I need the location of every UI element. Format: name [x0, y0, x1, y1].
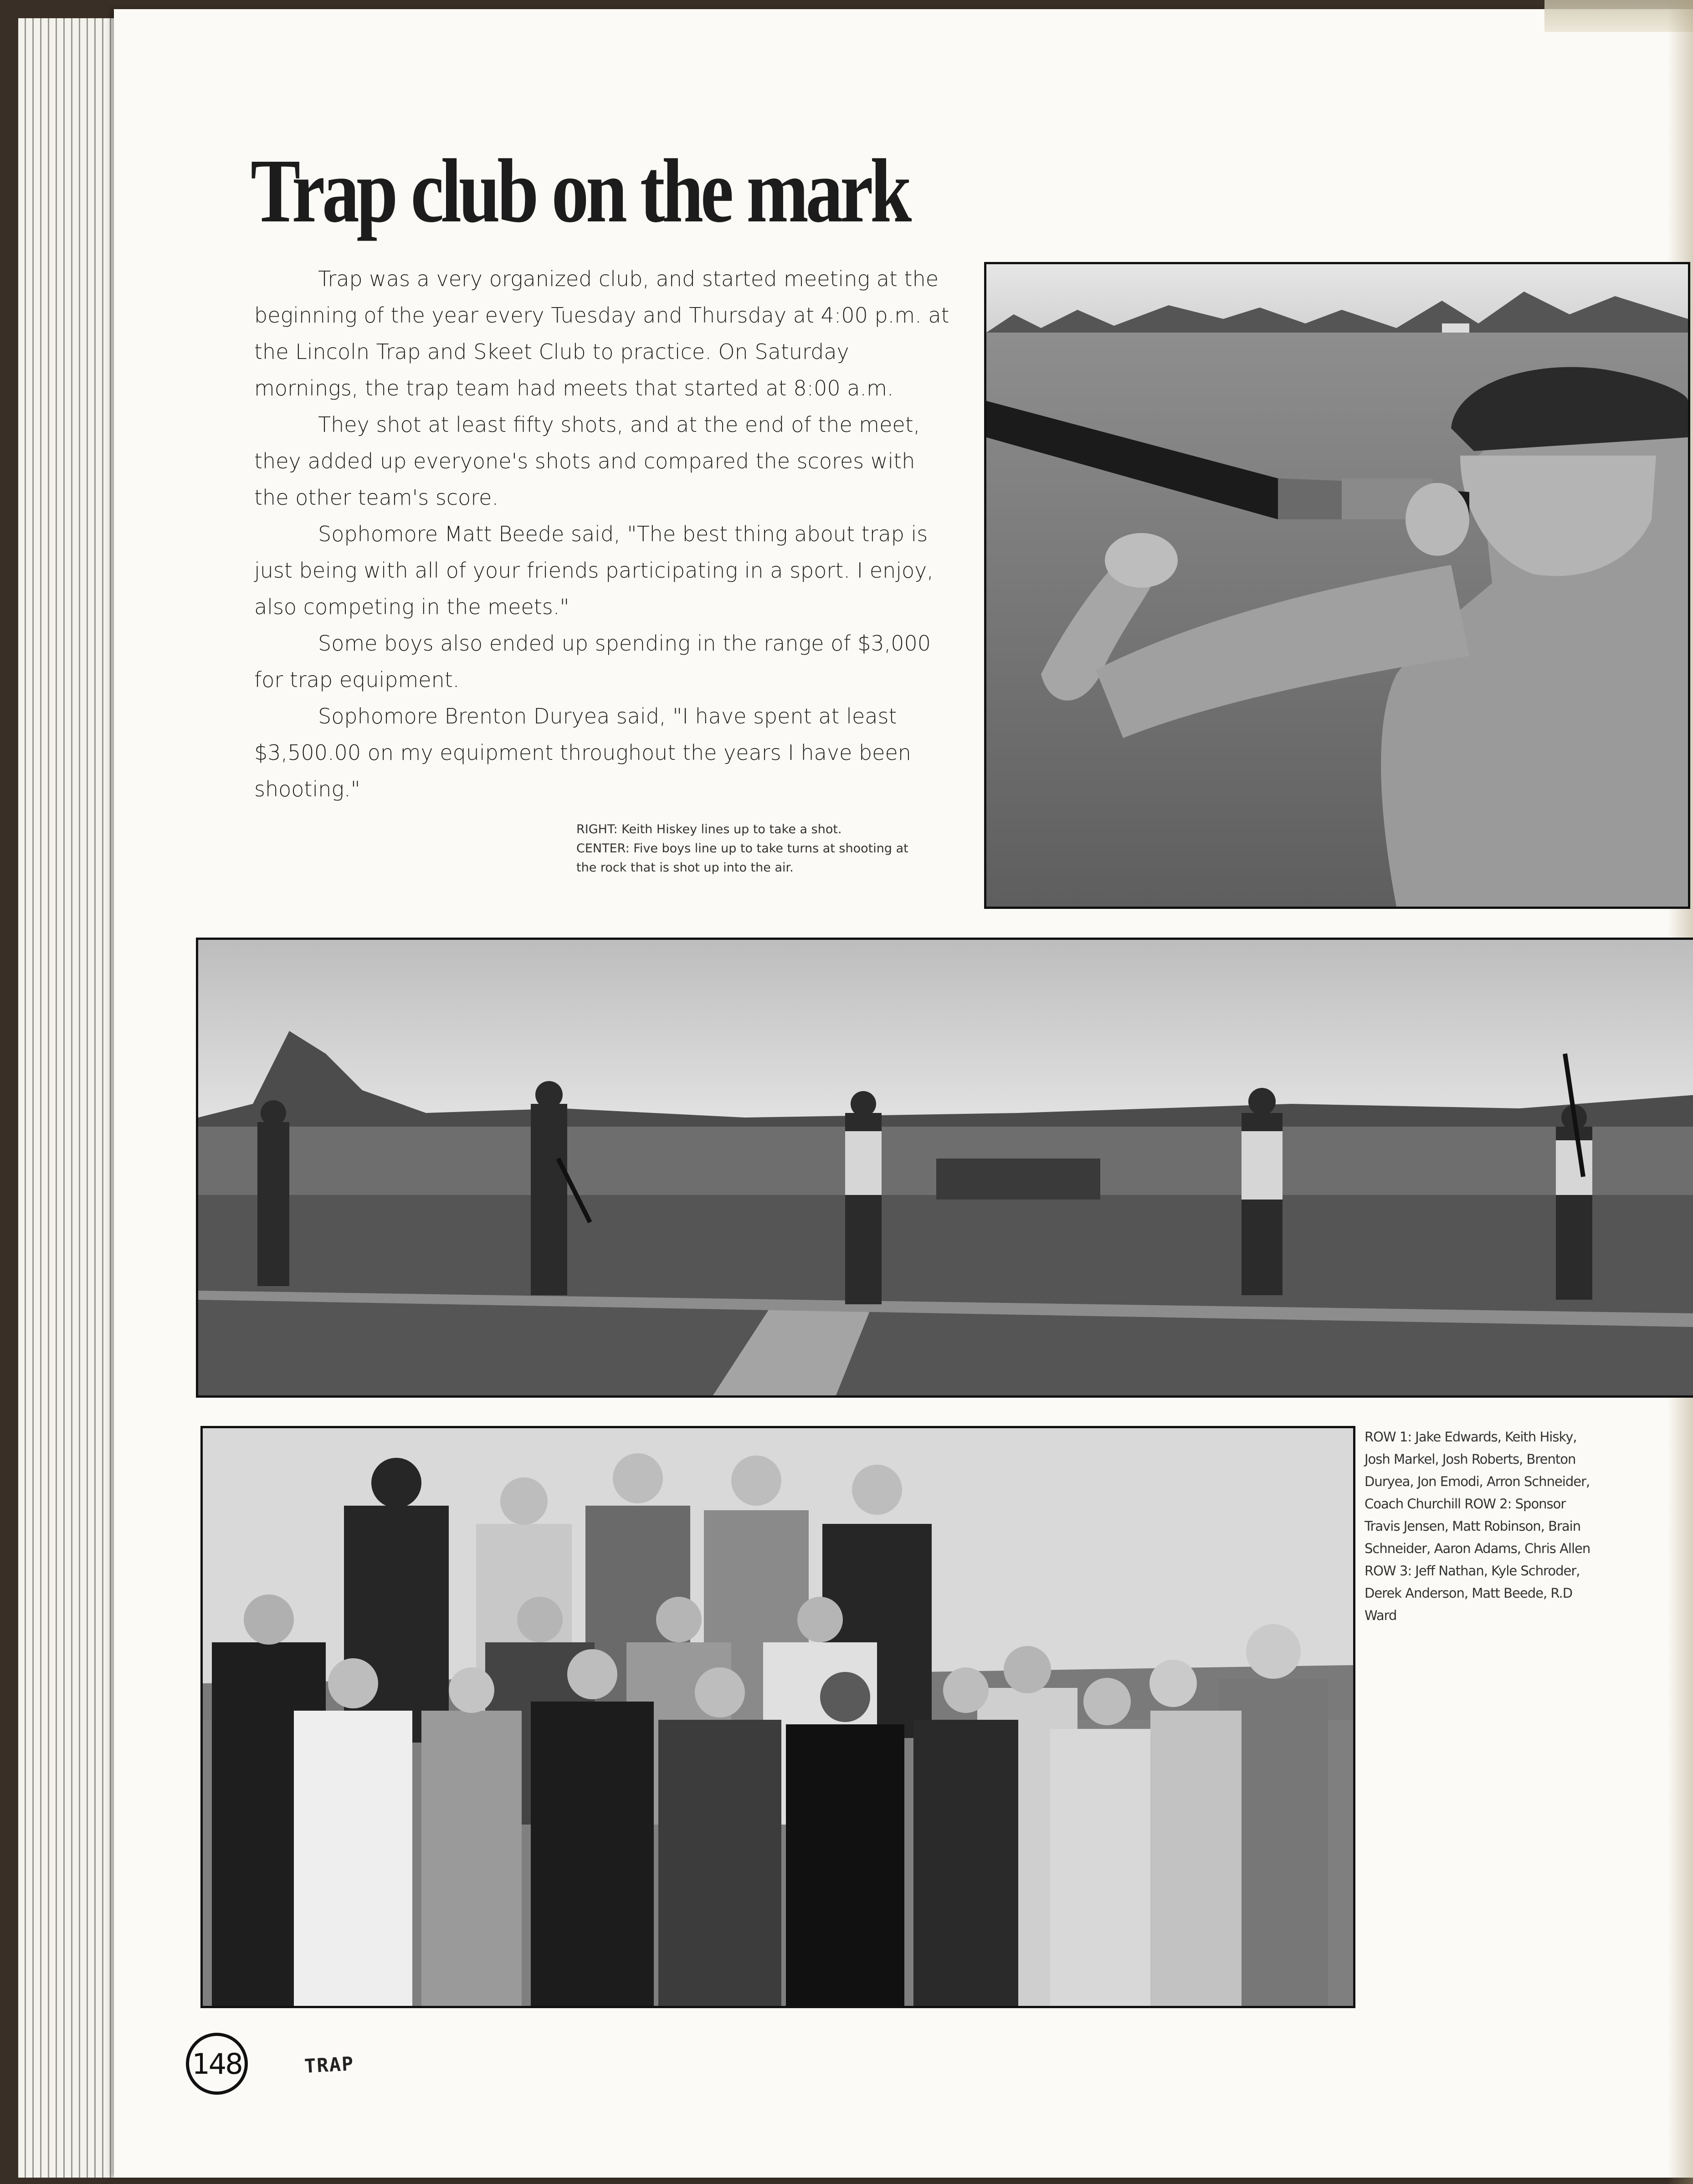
body-paragraph: Some boys also ended up spending in the range of $3,000 for trap equipment. — [254, 631, 931, 692]
team-group-photo — [200, 1426, 1355, 2008]
body-paragraph: They shot at least fifty shots, and at the end of the meet, they added up everyone's shots and compared the scores with the other team's score. — [254, 412, 920, 510]
section-label: TRAP — [303, 2052, 355, 2077]
article-body — [254, 261, 956, 807]
roster-caption: ROW 1: Jake Edwards, Keith Hisky, Josh Markel, Josh Roberts, Brenton Duryea, Jon Emodi, Arron Schneider, Coach Churchill ROW 2: Sponsor Travis Jensen, Matt Robinson, Brain Schneider, Aaron Adams, Chris Allen ROW 3: Jeff Nathan, Kyle Schroder, Derek Anderson, Matt Beede, R.D Ward — [1365, 1429, 1590, 1623]
article-title: Trap club on the mark — [251, 141, 909, 241]
caption-line: CENTER: Five boys line up to take turns at shooting at — [576, 841, 908, 856]
photo-caption — [576, 820, 986, 877]
body-paragraph: Trap was a very organized club, and started meeting at the beginning of the year every Tuesday and Thursday at 4:00 p.m. at the Lincoln Trap and Skeet Club to practice. On Saturday mornings, the trap team had meets that started at 8:00 a.m. — [254, 267, 949, 400]
page-number: 148 — [192, 2047, 242, 2081]
caption-line: the rock that is shot up into the air. — [576, 861, 794, 875]
caption-line: RIGHT: Keith Hiskey lines up to take a shot. — [576, 822, 842, 836]
body-paragraph: Sophomore Matt Beede said, "The best thing about trap is just being with all of your friends participating in a sport. I enjoy, also competing in the meets." — [254, 522, 934, 619]
range-photo — [196, 938, 1693, 1398]
shooter-photo — [984, 262, 1690, 909]
page-number-badge — [186, 2033, 248, 2095]
body-paragraph: Sophomore Brenton Duryea said, "I have spent at least $3,500.00 on my equipment throughout the years I have been shooting." — [254, 704, 911, 801]
